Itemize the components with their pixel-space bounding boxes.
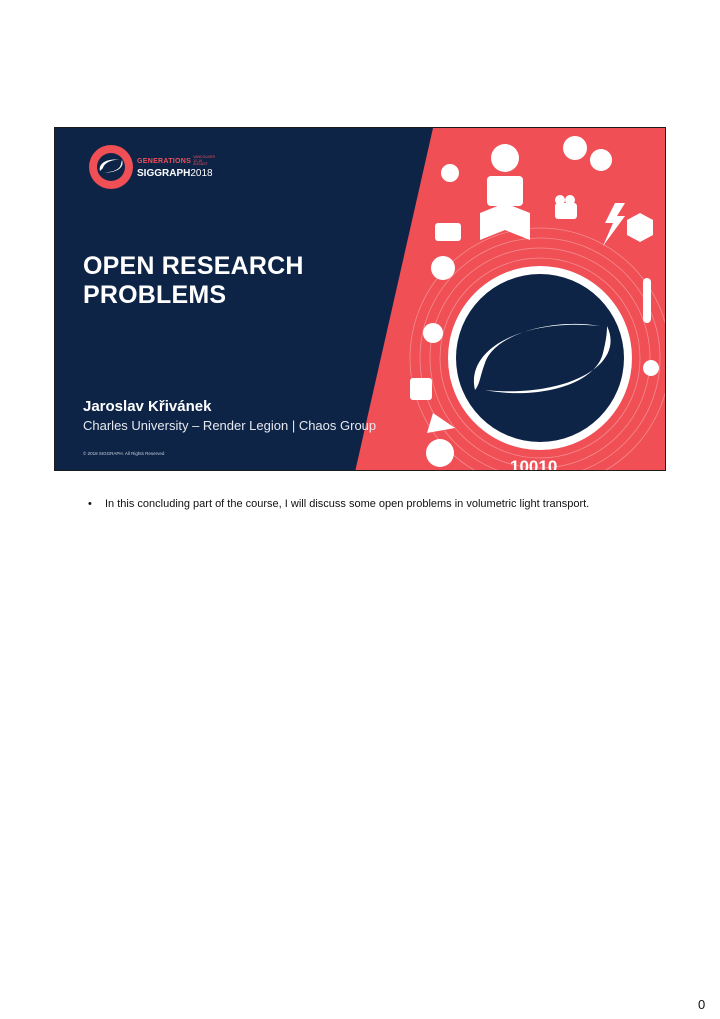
- notes-text: In this concluding part of the course, I will discuss some open problems in volumetric light transport.: [105, 498, 590, 510]
- stack-icon: [410, 378, 432, 400]
- author-name: Jaroslav Křivánek: [83, 398, 212, 415]
- dot-icon: [643, 360, 659, 376]
- title-slide: [54, 127, 666, 471]
- bullet-marker: •: [88, 498, 92, 510]
- lightbulb-icon: [563, 136, 587, 160]
- copyright-notice: © 2018 SIGGRAPH. All Rights Reserved: [83, 451, 165, 456]
- generations-label: GENERATIONS: [137, 157, 192, 165]
- siggraph-label: SIGGRAPH: [137, 167, 191, 179]
- pencil-icon: [643, 278, 651, 323]
- siggraph-logo-icon: [88, 144, 134, 190]
- slide-title: [83, 252, 304, 310]
- arrow-icon: [441, 164, 459, 182]
- globe-icon: [590, 149, 612, 171]
- compass-icon: [423, 323, 443, 343]
- globe-grid-icon: [426, 439, 454, 467]
- speaker-notes: [88, 496, 608, 512]
- camera-icon: [555, 203, 577, 219]
- big-logo-disc: [456, 274, 624, 442]
- pin-icon: [431, 256, 455, 280]
- slide-title-line-1: OPEN RESEARCH: [83, 252, 304, 280]
- controller-icon: [435, 223, 461, 241]
- year-label: 2018: [190, 167, 213, 179]
- page-number: 0: [698, 997, 706, 1012]
- siggraph-wordmark: [137, 156, 215, 179]
- slide-title-line-2: PROBLEMS: [83, 281, 227, 309]
- art-binary-text: 10010: [510, 457, 558, 472]
- person-icon: [491, 144, 519, 172]
- author-affiliation: Charles University – Render Legion | Chaos Group: [83, 418, 377, 433]
- generations-sub-label: VANCOUVER 12-16 AUGUST: [193, 155, 216, 166]
